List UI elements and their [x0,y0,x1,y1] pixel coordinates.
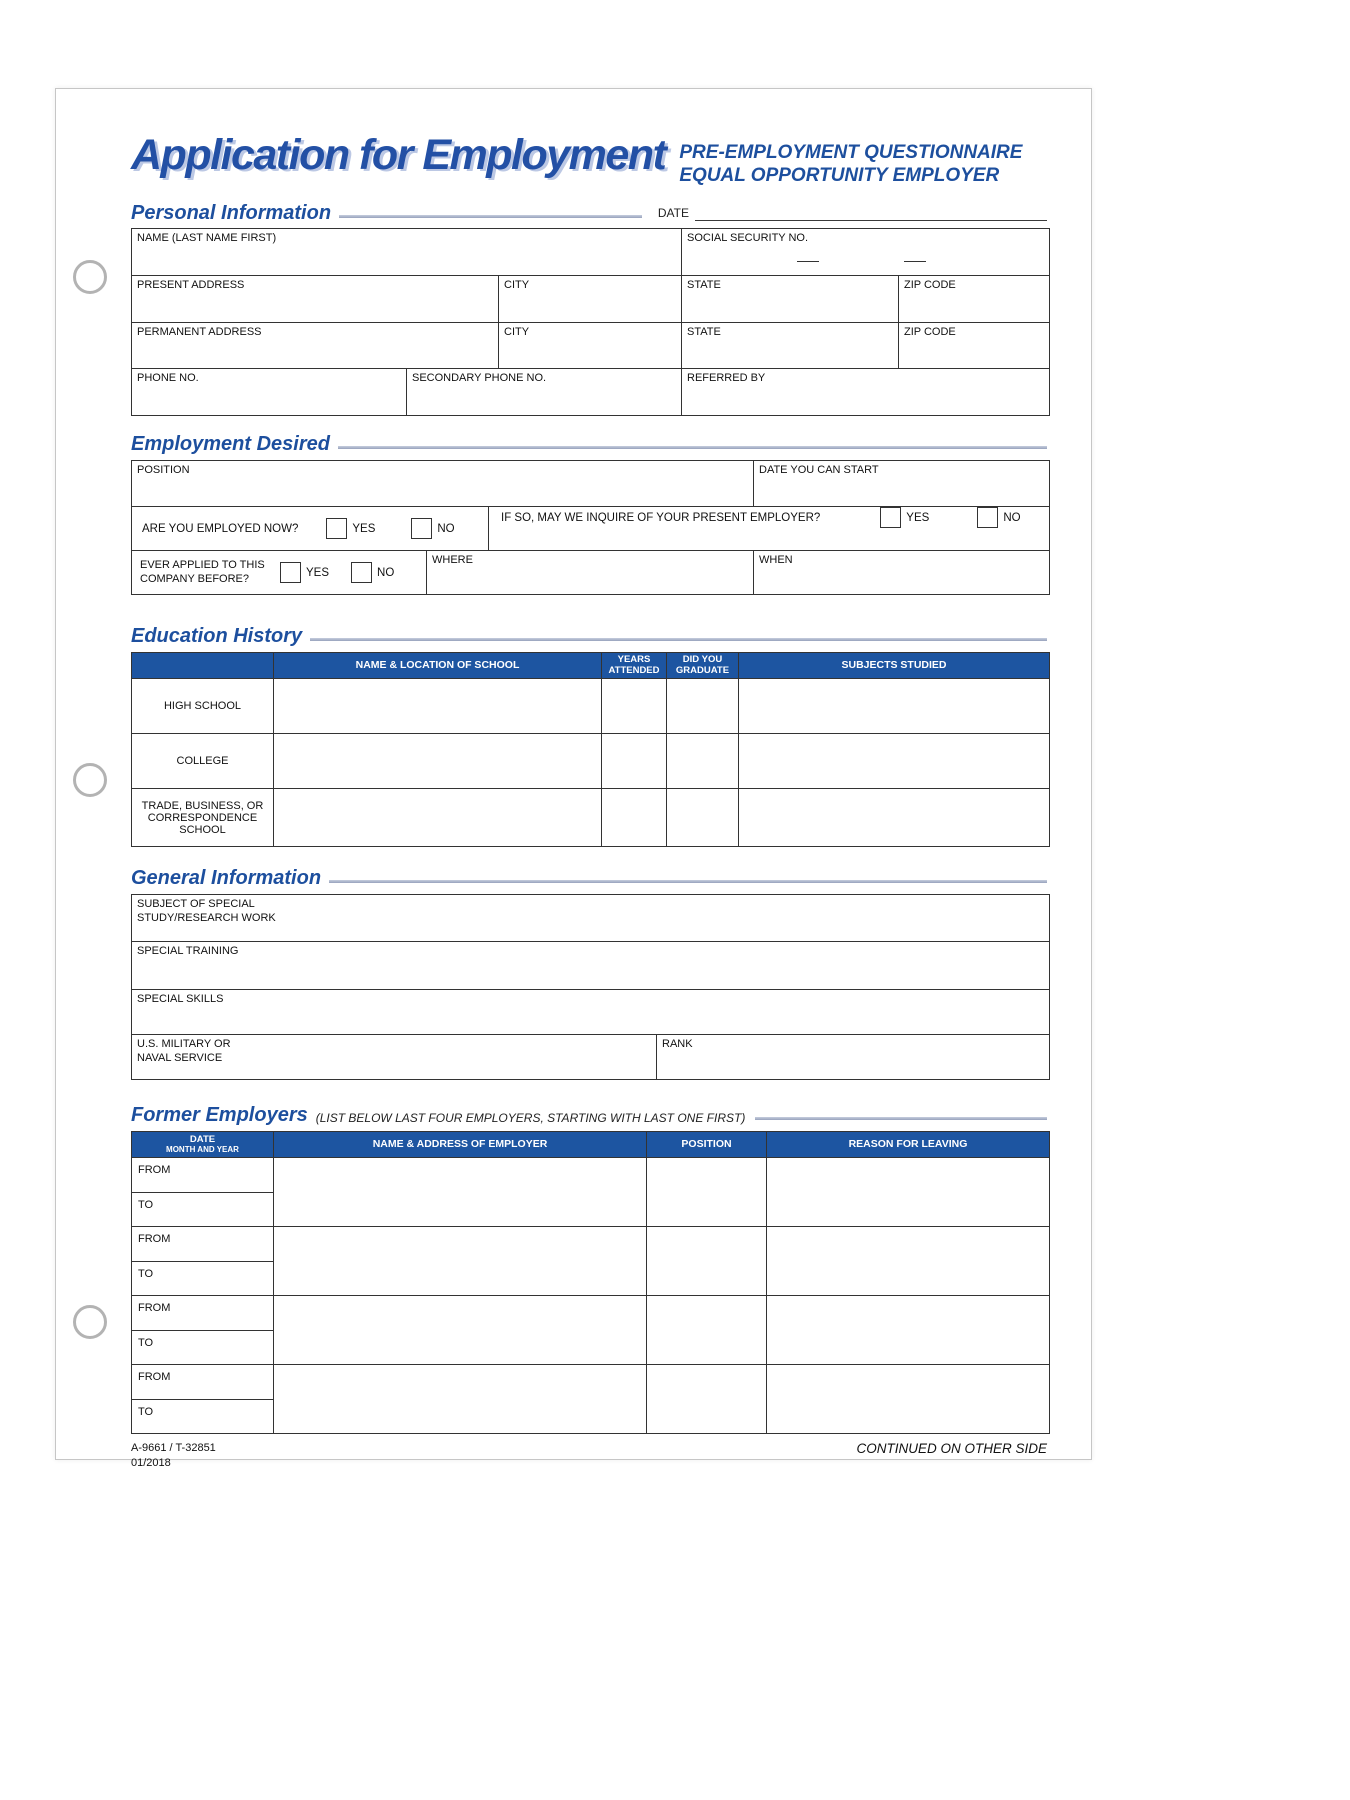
ssn-label: SOCIAL SECURITY NO. [687,232,809,245]
continued-note: CONTINUED ON OTHER SIDE [856,1441,1047,1457]
rank-label: RANK [662,1038,693,1051]
zip-label: ZIP CODE [904,326,956,339]
date-field[interactable] [695,206,1047,221]
where-label: WHERE [432,554,473,567]
education-header-blank [132,653,274,679]
permanent-zip-field[interactable] [899,323,1050,369]
to-date-field[interactable] [132,1262,273,1295]
employer-3-name-field[interactable] [274,1296,647,1365]
special-training-field[interactable] [132,942,1050,990]
employed-now-label: ARE YOU EMPLOYED NOW? [142,522,299,535]
ssn-dash [797,261,819,262]
ssn-field[interactable] [682,229,1050,276]
hs-school-field[interactable] [274,679,602,734]
military-service-label: U.S. MILITARY OR NAVAL SERVICE [137,1038,231,1064]
when-field[interactable] [754,551,1050,595]
permanent-city-field[interactable] [499,323,682,369]
special-skills-label: SPECIAL SKILLS [137,993,224,1006]
from-date-field[interactable] [132,1365,273,1400]
name-label: NAME (LAST NAME FIRST) [137,232,277,245]
form-number [131,1441,216,1470]
general-heading: General Information [131,867,322,890]
from-label: FROM [138,1371,171,1384]
zip-label: ZIP CODE [904,279,956,292]
college-graduate-field[interactable] [667,734,739,789]
form-header [131,133,1047,187]
date-start-field[interactable] [754,461,1050,507]
permanent-state-field[interactable] [682,323,899,369]
referred-by-field[interactable] [682,369,1050,416]
education-row-label: HIGH SCHOOL [132,679,274,734]
to-date-field[interactable] [132,1400,273,1433]
form-code: A-9661 / T-32851 [131,1442,216,1455]
employer-4-reason-field[interactable] [767,1365,1050,1434]
employer-1-position-field[interactable] [647,1158,767,1227]
yes-label: YES [906,511,930,524]
former-col-date-bottom: MONTH AND YEAR [166,1144,239,1154]
secondary-phone-label: SECONDARY PHONE NO. [412,372,547,385]
form-revision-date: 01/2018 [131,1456,171,1469]
no-label: NO [377,566,395,579]
phone-label: PHONE NO. [137,372,199,385]
heading-rule [310,638,1047,641]
date-start-label: DATE YOU CAN START [759,464,879,477]
employer-2-position-field[interactable] [647,1227,767,1296]
ssn-dash [904,261,926,262]
general-info-table [131,894,1050,1080]
former-col-date [132,1132,274,1158]
present-state-field[interactable] [682,276,899,323]
permanent-address-field[interactable] [132,323,499,369]
application-form-page [55,88,1092,1469]
military-service-field[interactable] [132,1035,657,1080]
employer-3-dates [132,1296,274,1365]
state-label: STATE [687,279,721,292]
special-study-field[interactable] [132,895,1050,942]
applied-before-no-checkbox[interactable] [351,562,372,583]
former-employers-table [131,1131,1050,1434]
education-row-label: TRADE, BUSINESS, OR CORRESPONDENCE SCHOOL [132,789,274,847]
inquire-label: IF SO, MAY WE INQUIRE OF YOUR PRESENT EMPLOYER? [501,511,821,524]
education-col-school: NAME & LOCATION OF SCHOOL [274,653,602,679]
to-label: TO [138,1199,154,1212]
to-label: TO [138,1268,154,1281]
special-skills-field[interactable] [132,990,1050,1035]
to-label: TO [138,1337,154,1350]
referred-by-label: REFERRED BY [687,372,766,385]
hole-punch-bottom [73,1305,107,1339]
employment-table [131,460,1050,595]
employer-row-1 [132,1158,1050,1227]
employed-now-cell [132,507,489,551]
employer-4-position-field[interactable] [647,1365,767,1434]
heading-rule [338,446,1047,449]
hs-subjects-field[interactable] [739,679,1050,734]
no-label: NO [437,522,455,535]
date-label: DATE [657,206,689,221]
employed-now-yes-checkbox[interactable] [326,518,347,539]
college-years-field[interactable] [602,734,667,789]
from-date-field[interactable] [132,1158,273,1193]
former-col-reason: REASON FOR LEAVING [767,1132,1050,1158]
yes-label: YES [306,566,330,579]
date-field-wrap [658,206,1047,221]
hs-graduate-field[interactable] [667,679,739,734]
state-label: STATE [687,326,721,339]
trade-subjects-field[interactable] [739,789,1050,847]
present-address-label: PRESENT ADDRESS [137,279,245,292]
inquire-yes-checkbox[interactable] [880,507,901,528]
employer-4-dates [132,1365,274,1434]
inquire-cell [489,507,1050,551]
subtitle-line-2: EQUAL OPPORTUNITY EMPLOYER [679,165,1000,187]
inquire-no-checkbox[interactable] [977,507,998,528]
from-date-field[interactable] [132,1227,273,1262]
education-table [131,652,1050,847]
former-employers-note: (LIST BELOW LAST FOUR EMPLOYERS, STARTING WITH LAST ONE FIRST) [315,1110,746,1125]
employer-row-2 [132,1227,1050,1296]
college-school-field[interactable] [274,734,602,789]
employer-2-reason-field[interactable] [767,1227,1050,1296]
education-heading: Education History [131,625,303,648]
to-label: TO [138,1406,154,1419]
employer-row-4 [132,1365,1050,1434]
employer-1-name-field[interactable] [274,1158,647,1227]
education-heading-row [131,625,1047,648]
special-study-label: SUBJECT OF SPECIAL STUDY/RESEARCH WORK [137,898,276,924]
phone-field[interactable] [132,369,407,416]
personal-info-table [131,228,1050,416]
position-label: POSITION [137,464,190,477]
hs-years-field[interactable] [602,679,667,734]
employment-heading: Employment Desired [131,433,330,456]
employer-1-reason-field[interactable] [767,1158,1050,1227]
employer-3-reason-field[interactable] [767,1296,1050,1365]
employer-1-dates [132,1158,274,1227]
to-date-field[interactable] [132,1331,273,1364]
from-date-field[interactable] [132,1296,273,1331]
city-label: CITY [504,279,530,292]
to-date-field[interactable] [132,1193,273,1226]
heading-rule [339,215,642,218]
personal-info-heading-row [131,202,1047,225]
education-col-graduate: DID YOU GRADUATE [667,653,739,679]
where-field[interactable] [427,551,754,595]
name-field[interactable] [132,229,682,276]
from-label: FROM [138,1164,171,1177]
subtitle-line-1: PRE-EMPLOYMENT QUESTIONNAIRE [679,142,1023,163]
trade-graduate-field[interactable] [667,789,739,847]
present-city-field[interactable] [499,276,682,323]
from-label: FROM [138,1233,171,1246]
form-footer [131,1441,1047,1470]
form-subtitle [679,141,1022,187]
education-row-label: COLLEGE [132,734,274,789]
employer-row-3 [132,1296,1050,1365]
rank-field[interactable] [657,1035,1050,1080]
education-col-subjects: SUBJECTS STUDIED [739,653,1050,679]
from-label: FROM [138,1302,171,1315]
general-heading-row [131,867,1047,890]
former-col-employer: NAME & ADDRESS OF EMPLOYER [274,1132,647,1158]
trade-years-field[interactable] [602,789,667,847]
employer-2-dates [132,1227,274,1296]
former-employers-heading: Former Employers [131,1104,308,1127]
present-address-field[interactable] [132,276,499,323]
yes-label: YES [352,522,376,535]
employed-now-no-checkbox[interactable] [411,518,432,539]
special-training-label: SPECIAL TRAINING [137,945,239,958]
employment-heading-row [131,433,1047,456]
secondary-phone-field[interactable] [407,369,682,416]
former-heading-row [131,1104,1047,1127]
former-col-date-top: DATE [189,1134,216,1146]
heading-rule [755,1117,1047,1120]
employer-4-name-field[interactable] [274,1365,647,1434]
trade-school-field[interactable] [274,789,602,847]
no-label: NO [1003,511,1021,524]
hole-punch-top [73,260,107,294]
applied-before-cell [132,551,427,595]
present-zip-field[interactable] [899,276,1050,323]
permanent-address-label: PERMANENT ADDRESS [137,326,262,339]
hole-punch-middle [73,763,107,797]
form-title: Application for Employment [131,131,666,179]
city-label: CITY [504,326,530,339]
heading-rule [329,880,1047,883]
position-field[interactable] [132,461,754,507]
employer-2-name-field[interactable] [274,1227,647,1296]
education-col-years: YEARS ATTENDED [602,653,667,679]
applied-before-label: EVER APPLIED TO THIS COMPANY BEFORE? [140,559,265,585]
former-col-position: POSITION [647,1132,767,1158]
personal-info-heading: Personal Information [131,202,332,225]
applied-before-yes-checkbox[interactable] [280,562,301,583]
when-label: WHEN [759,554,793,567]
college-subjects-field[interactable] [739,734,1050,789]
employer-3-position-field[interactable] [647,1296,767,1365]
